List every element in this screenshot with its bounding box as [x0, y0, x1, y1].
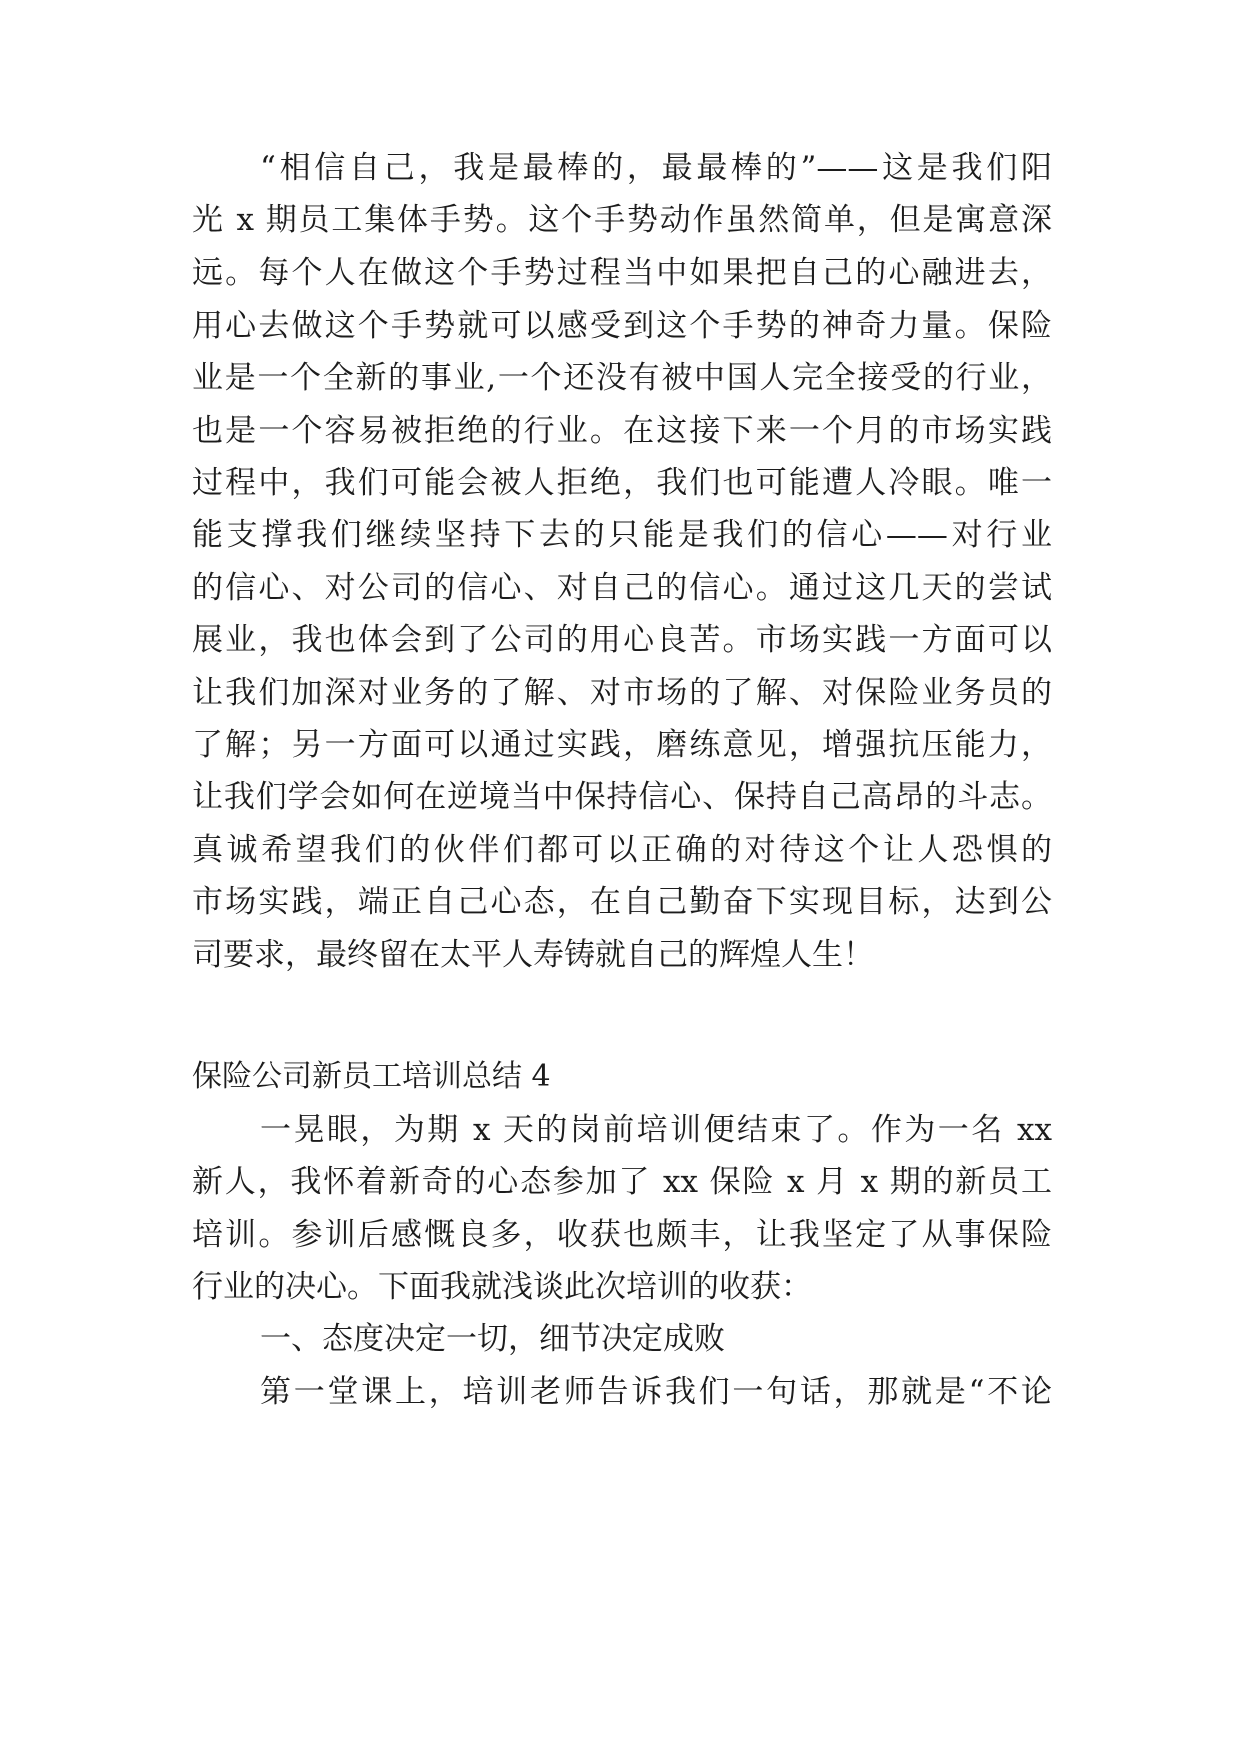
paragraph-line: 过程中，我们可能会被人拒绝，我们也可能遭人冷眼。唯一	[192, 465, 1052, 501]
subheading: 一、态度决定一切，细节决定成败	[260, 1321, 725, 1357]
paragraph-line: 让我们加深对业务的了解、对市场的了解、对保险业务员的	[192, 675, 1052, 711]
paragraph-line: 展业，我也体会到了公司的用心良苦。市场实践一方面可以	[192, 622, 1052, 658]
paragraph-line: 能支撑我们继续坚持下去的只能是我们的信心——对行业	[192, 517, 1052, 553]
paragraph-line: 也是一个容易被拒绝的行业。在这接下来一个月的市场实践	[192, 413, 1052, 449]
section-title: 保险公司新员工培训总结 4	[192, 1059, 551, 1094]
paragraph-line: 市场实践，端正自己心态，在自己勤奋下实现目标，达到公	[192, 884, 1052, 920]
paragraph-line: 远。每个人在做这个手势过程当中如果把自己的心融进去，	[192, 255, 1052, 291]
paragraph-line: 真诚希望我们的伙伴们都可以正确的对待这个让人恐惧的	[192, 832, 1052, 868]
paragraph-line: 业是一个全新的事业,一个还没有被中国人完全接受的行业，	[192, 360, 1052, 396]
paragraph-line: 一晃眼，为期 x 天的岗前培训便结束了。作为一名 xx	[260, 1112, 1052, 1148]
paragraph-line: 培训。参训后感慨良多，收获也颇丰，让我坚定了从事保险	[192, 1217, 1052, 1253]
paragraph-line: “相信自己，我是最棒的，最最棒的”——这是我们阳	[260, 150, 1052, 186]
paragraph-line: 新人，我怀着新奇的心态参加了 xx 保险 x 月 x 期的新员工	[192, 1164, 1052, 1200]
paragraph-line: 用心去做这个手势就可以感受到这个手势的神奇力量。保险	[192, 308, 1052, 344]
paragraph-line: 第一堂课上，培训老师告诉我们一句话，那就是“不论	[260, 1374, 1052, 1410]
paragraph-line: 让我们学会如何在逆境当中保持信心、保持自己高昂的斗志。	[192, 779, 1052, 815]
paragraph-line: 了解；另一方面可以通过实践，磨练意见，增强抗压能力，	[192, 727, 1052, 763]
paragraph-line-last: 行业的决心。下面我就浅谈此次培训的收获：	[192, 1269, 812, 1305]
paragraph-line: 的信心、对公司的信心、对自己的信心。通过这几天的尝试	[192, 570, 1052, 606]
paragraph-line: 光 x 期员工集体手势。这个手势动作虽然简单，但是寓意深	[192, 202, 1052, 238]
paragraph-line-last: 司要求，最终留在太平人寿铸就自己的辉煌人生！	[192, 937, 874, 973]
